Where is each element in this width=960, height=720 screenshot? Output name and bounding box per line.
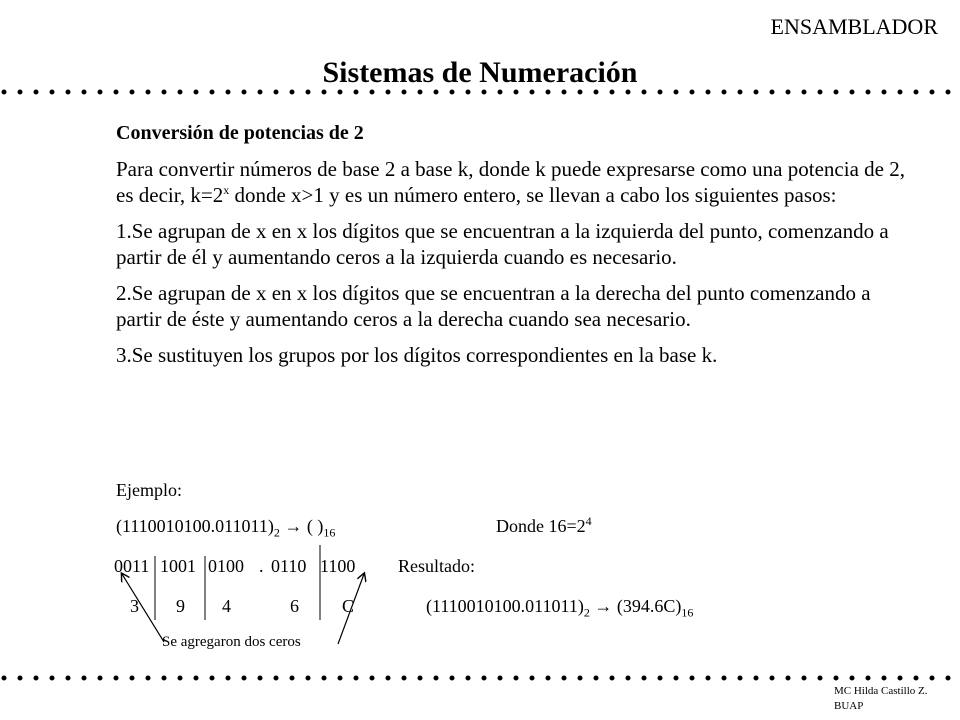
example-base: 2: [273, 525, 280, 540]
step-3: 3.Se sustituyen los grupos por los dígitos correspondientes en la base k.: [116, 343, 718, 367]
arrow-right: [338, 574, 364, 644]
arrow-left: [122, 574, 164, 642]
intro-text-a: Para convertir números de base 2 a base k, donde k puede expresarse como una potencia de 2, es decir, k=2: [116, 157, 905, 207]
bit-group: 0110: [271, 556, 307, 576]
step-1: 1.Se agrupan de x en x los dígitos que se encuentran a la izquierda del punto, comenzando a partir de él y aumentando ceros a la izquierda cuando es necesario.: [116, 219, 889, 269]
hex-digit: 4: [222, 596, 231, 616]
bit-group: 1100: [320, 556, 356, 576]
bit-group: 1001: [160, 556, 196, 576]
annotation-note: Se agregaron dos ceros: [162, 634, 301, 650]
example-label: Ejemplo:: [116, 480, 182, 500]
footer-author: MC Hilda Castillo Z.: [834, 685, 928, 697]
result-value-base: 16: [681, 605, 694, 620]
example-target: ( ): [306, 516, 324, 536]
bit-group: 0100: [208, 556, 244, 576]
result-number: (1110010100.011011): [426, 596, 584, 616]
radix-point: .: [259, 556, 264, 576]
section-heading: Conversión de potencias de 2: [116, 122, 364, 144]
bottom-dotted-divider: [0, 674, 960, 682]
intro-text-b: donde x>1 y es un número entero, se llevan a cabo los siguientes pasos:: [229, 183, 837, 207]
hex-digit: 9: [176, 596, 185, 616]
arrow-icon: →: [284, 516, 303, 536]
example-target-base: 16: [323, 525, 336, 540]
result-label: Resultado:: [398, 556, 475, 576]
result-base: 2: [583, 605, 590, 620]
hex-digit: 6: [290, 596, 299, 616]
where-text: Donde 16=2: [496, 516, 586, 536]
example-number: (1110010100.011011): [116, 516, 274, 536]
footer: [834, 684, 928, 714]
arrow-icon: →: [594, 596, 613, 616]
course-label: ENSAMBLADOR: [770, 14, 938, 39]
hex-digit: C: [342, 596, 355, 616]
slide-title: Sistemas de Numeración: [322, 56, 638, 89]
where-exponent: 4: [585, 514, 592, 528]
intro-exponent: x: [223, 183, 230, 197]
bit-group: 0011: [114, 556, 150, 576]
result-value: (394.6C): [616, 596, 682, 616]
footer-institution: BUAP: [834, 700, 864, 712]
hex-digit: 3: [130, 596, 139, 616]
step-2: 2.Se agrupan de x en x los dígitos que se encuentran a la derecha del punto comenzando a partir de éste y aumentando ceros a la derecha cuando sea necesario.: [116, 281, 871, 331]
